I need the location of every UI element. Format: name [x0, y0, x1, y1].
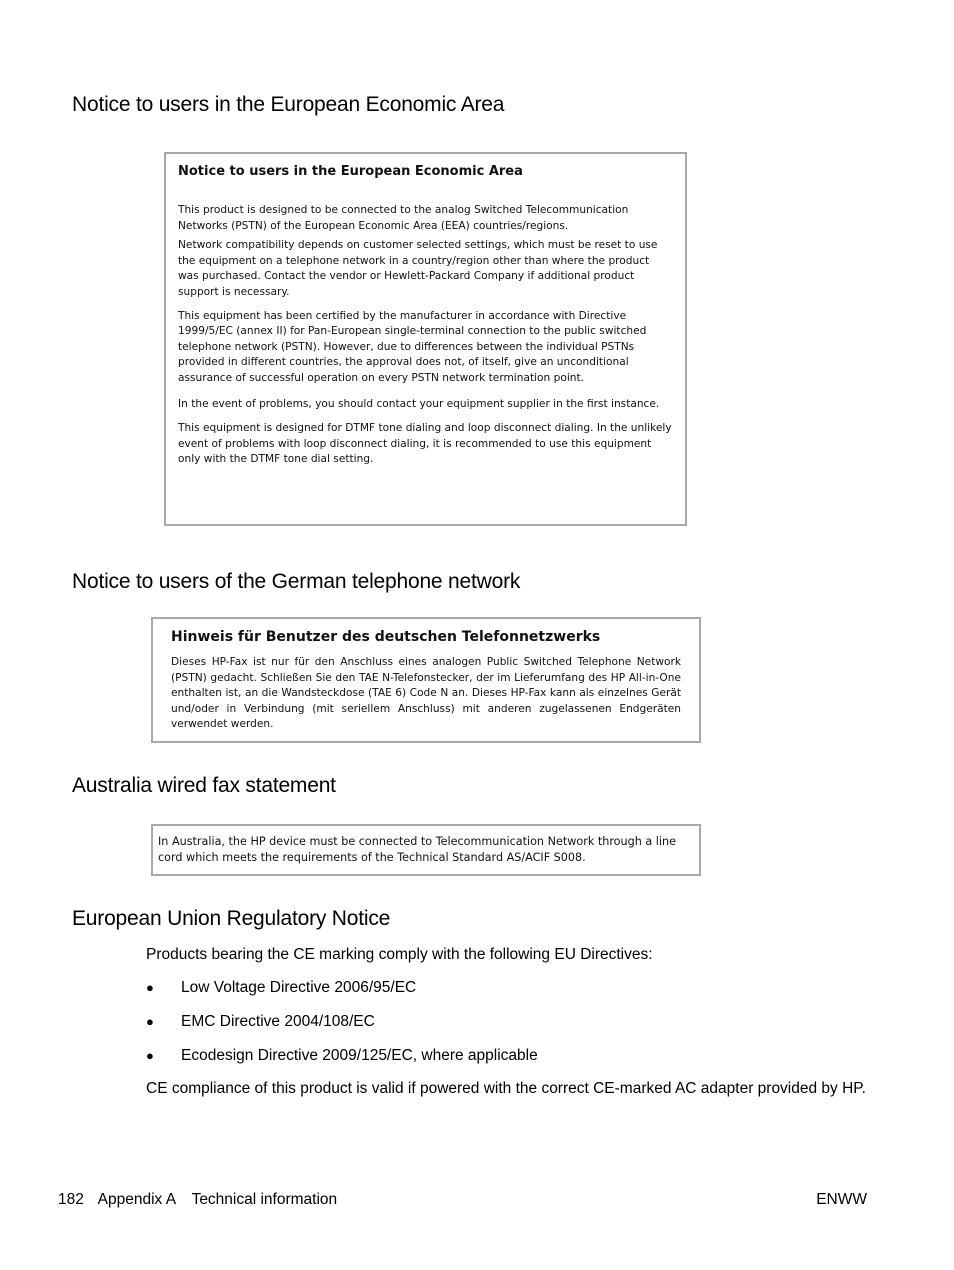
bullet-icon: ●: [146, 1048, 154, 1063]
eu-intro-text: Products bearing the CE marking comply with the following EU Directives:: [146, 946, 653, 963]
list-item: [146, 1046, 538, 1065]
eea-paragraph: This product is designed to be connected to the analog Switched Telecommunication Networks (PSTN) of the European Economic Area (EEA) countries/regions.: [178, 204, 629, 232]
heading-eea-notice: Notice to users in the European Economic Area: [72, 93, 505, 116]
footer-section: Appendix A: [97, 1191, 176, 1208]
footer-enww-label: ENWW: [816, 1191, 867, 1208]
list-item-text: Low Voltage Directive 2006/95/EC: [181, 979, 417, 996]
australia-paragraph: In Australia, the HP device must be connected to Telecommunication Network through a line cord which meets the requirements of the Technical Standard AS/ACIF S008.: [158, 835, 676, 864]
eea-paragraph: Network compatibility depends on customer selected settings, which must be reset to use the equipment on a telephone network in a country/region other than where the product was purchased. Contact the vendor or Hewlett-Packard Company if additional product support is necessary.: [178, 239, 658, 298]
bullet-icon: ●: [146, 980, 154, 995]
list-item-text: Ecodesign Directive 2009/125/EC, where applicable: [181, 1047, 538, 1064]
eea-paragraph: This equipment has been certified by the manufacturer in accordance with Directive 1999/5/EC (annex II) for Pan-European single-terminal connection to the public switched telephone network (PSTN). However, due to differences between the individual PSTNs provided in different countries, the approval does not, of itself, give an unconditional assurance of successful operation on every PSTN network termination point.: [178, 309, 647, 384]
german-notice-image: [151, 617, 701, 743]
eea-paragraph: In the event of problems, you should contact your equipment supplier in the first instance.: [178, 397, 660, 410]
page-footer-left: [58, 1191, 337, 1209]
german-paragraph: Dieses HP-Fax ist nur für den Anschluss eines analogen Public Switched Telephone Network (PSTN) gedacht. Schließen Sie den TAE N-Telefonstecker, der im Lieferumfang des HP All-in-One enthalten ist, an die Wandsteckdose (TAE 6) Code N an. Dieses HP-Fax kann als einzelnes Gerät und/oder in Verbindung (mit seriellem Anschluss) mit anderen zugelassenen Endgeräten verwendet werden.: [171, 656, 681, 731]
german-notice-box-title: Hinweis für Benutzer des deutschen Telefonnetzwerks: [171, 629, 601, 645]
heading-eu-regulatory: European Union Regulatory Notice: [72, 907, 391, 930]
australia-statement-image: [151, 824, 701, 876]
list-item: [146, 1012, 375, 1031]
footer-title: Technical information: [191, 1191, 338, 1208]
page-number: 182: [58, 1191, 84, 1208]
heading-german-notice: Notice to users of the German telephone network: [72, 570, 521, 593]
heading-australia-statement: Australia wired fax statement: [72, 774, 336, 797]
eea-paragraph: This equipment is designed for DTMF tone dialing and loop disconnect dialing. In the unlikely event of problems with loop disconnect dialing, it is recommended to use this equipment only with the DTMF tone dial setting.: [178, 422, 672, 466]
eea-notice-box-title: Notice to users in the European Economic Area: [178, 164, 523, 179]
list-item: [146, 978, 416, 997]
eu-closing-text: CE compliance of this product is valid if powered with the correct CE-marked AC adapter provided by HP.: [146, 1080, 866, 1097]
bullet-icon: ●: [146, 1014, 154, 1029]
eea-notice-image: [164, 152, 687, 526]
list-item-text: EMC Directive 2004/108/EC: [181, 1013, 375, 1030]
